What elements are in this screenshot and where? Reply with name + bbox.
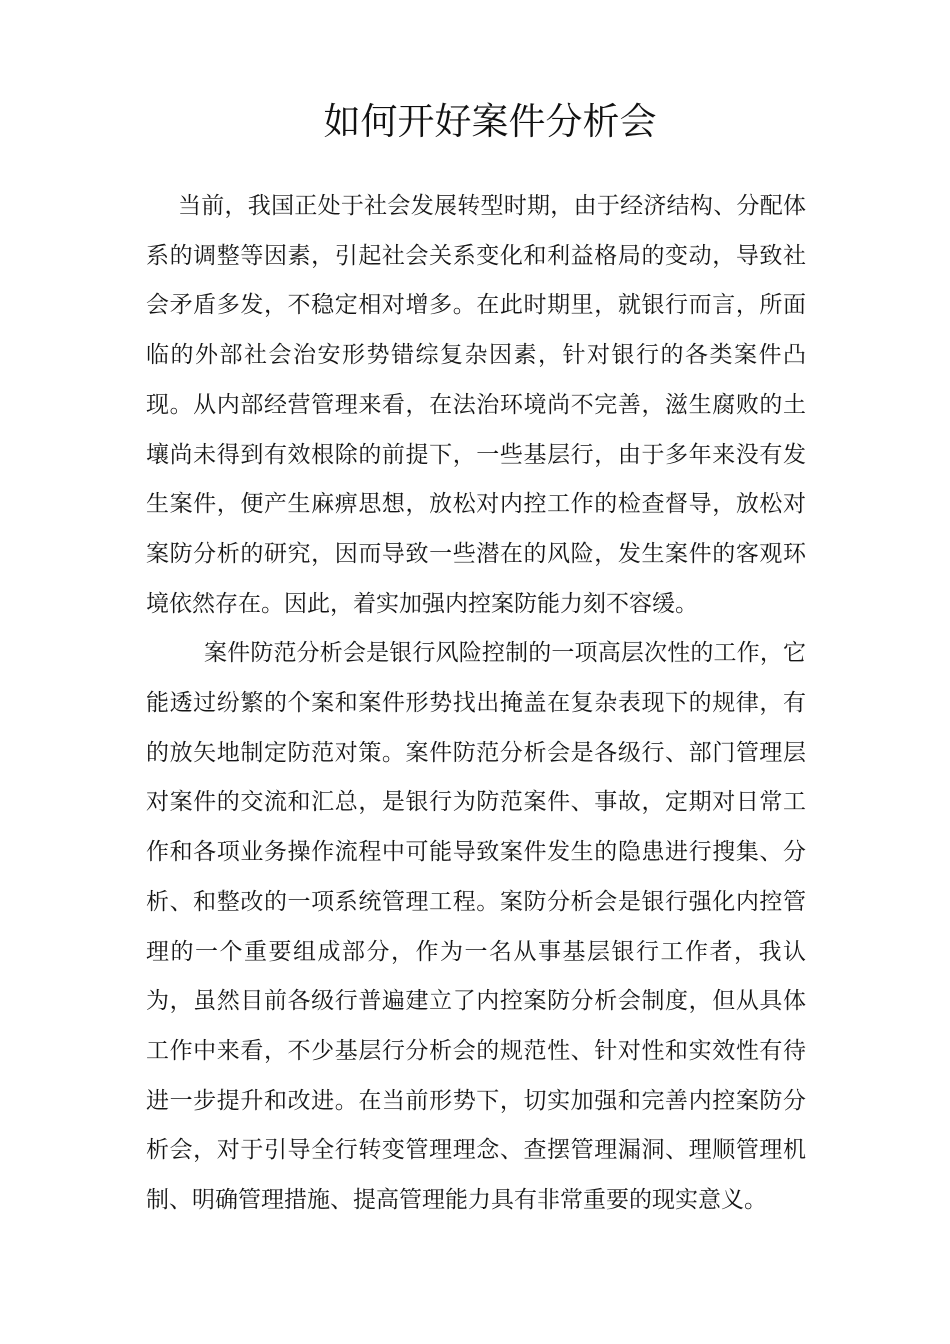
paragraph-2: 案件防范分析会是银行风险控制的一项高层次性的工作，它能透过纷繁的个案和案件形势找出掩盖在复杂表现下的规律，有的放矢地制定防范对策。案件防范分析会是各级行、部门管理层对案件的交流和汇总，是银行为防范案件、事故，定期对日常工作和各项业务操作流程中可能导致案件发生的隐患进行搜集、分析、和整改的一项系统管理工程。案防分析会是银行强化内控管理的一个重要组成部分，作为一名从事基层银行工作者，我认为，虽然目前各级行普遍建立了内控案防分析会制度，但从具体工作中来看，不少基层行分析会的规范性、针对性和实效性有待进一步提升和改进。在当前形势下，切实加强和完善内控案防分析会，对于引导全行转变管理理念、查摆管理漏洞、理顺管理机制、明确管理措施、提高管理能力具有非常重要的现实意义。: [146, 640, 806, 1214]
document-body: [146, 182, 806, 1226]
paragraph-1: 当前，我国正处于社会发展转型时期，由于经济结构、分配体系的调整等因素，引起社会关系变化和利益格局的变动，导致社会矛盾多发，不稳定相对增多。在此时期里，就银行而言，所面临的外部社会治安形势错综复杂因素，针对银行的各类案件凸现。从内部经营管理来看，在法治环境尚不完善，滋生腐败的土壤尚未得到有效根除的前提下，一些基层行，由于多年来没有发生案件，便产生麻痹思想，放松对内控工作的检查督导，放松对案防分析的研究，因而导致一些潜在的风险，发生案件的客观环境依然存在。因此，着实加强内控案防能力刻不容缓。: [146, 193, 806, 617]
document-title: 如何开好案件分析会: [323, 100, 657, 143]
